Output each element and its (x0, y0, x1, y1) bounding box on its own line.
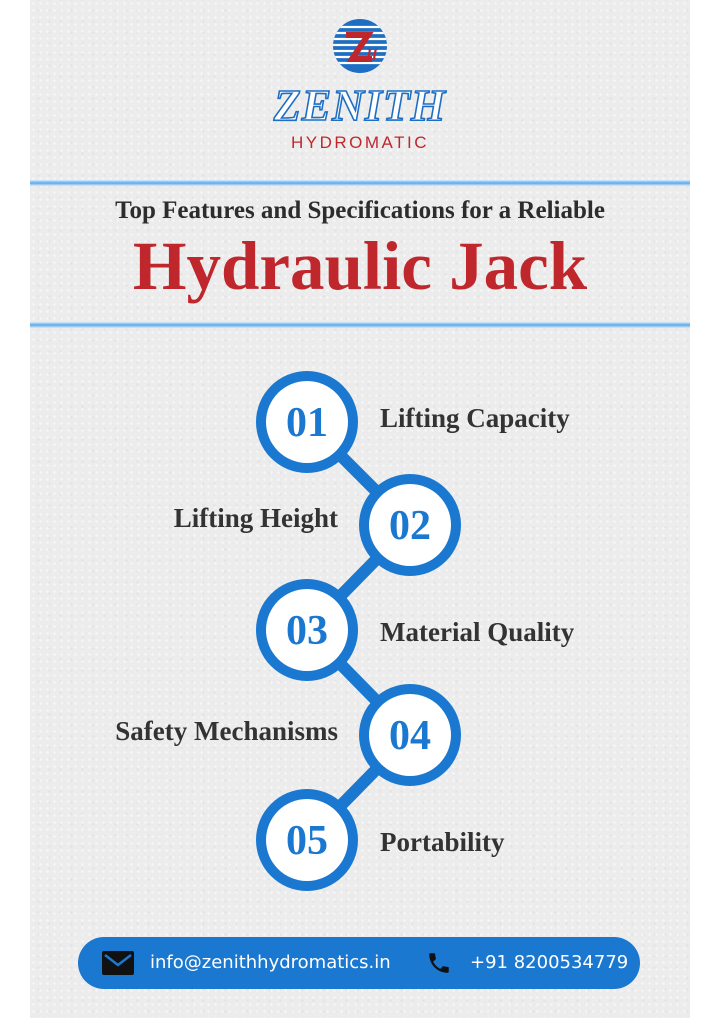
step-circle-1 (256, 371, 358, 473)
mail-icon (102, 951, 134, 975)
step-number-3: 03 (286, 608, 328, 654)
feature-label-2: Lifting Height (173, 503, 338, 533)
feature-steps-chain (30, 0, 690, 1018)
step-circle-3 (256, 579, 358, 681)
feature-label-3: Material Quality (380, 617, 575, 647)
feature-label-1: Lifting Capacity (380, 403, 570, 433)
step-circle-2 (359, 474, 461, 576)
page-subtitle: Top Features and Specifications for a Reliable (115, 197, 605, 224)
step-number-4: 04 (389, 713, 431, 759)
brand-tagline: HYDROMATIC (290, 133, 429, 152)
step-circle-5 (256, 789, 358, 891)
step-circle-4 (359, 684, 461, 786)
feature-label-4: Safety Mechanisms (115, 716, 338, 746)
step-number-1: 01 (286, 400, 328, 446)
step-number-2: 02 (389, 503, 431, 549)
feature-label-5: Portability (380, 827, 505, 857)
step-number-5: 05 (286, 818, 328, 864)
contact-phone-link[interactable]: +91 8200534779 (470, 952, 629, 973)
contact-bar (78, 937, 640, 989)
page-title: Hydraulic Jack (132, 228, 588, 304)
brand-name: ZENITH (273, 81, 447, 130)
infographic-page (30, 0, 690, 1018)
phone-icon (426, 950, 452, 976)
logo-monogram: H (366, 47, 378, 63)
contact-email-link[interactable]: info@zenithhydromatics.in (150, 952, 391, 973)
